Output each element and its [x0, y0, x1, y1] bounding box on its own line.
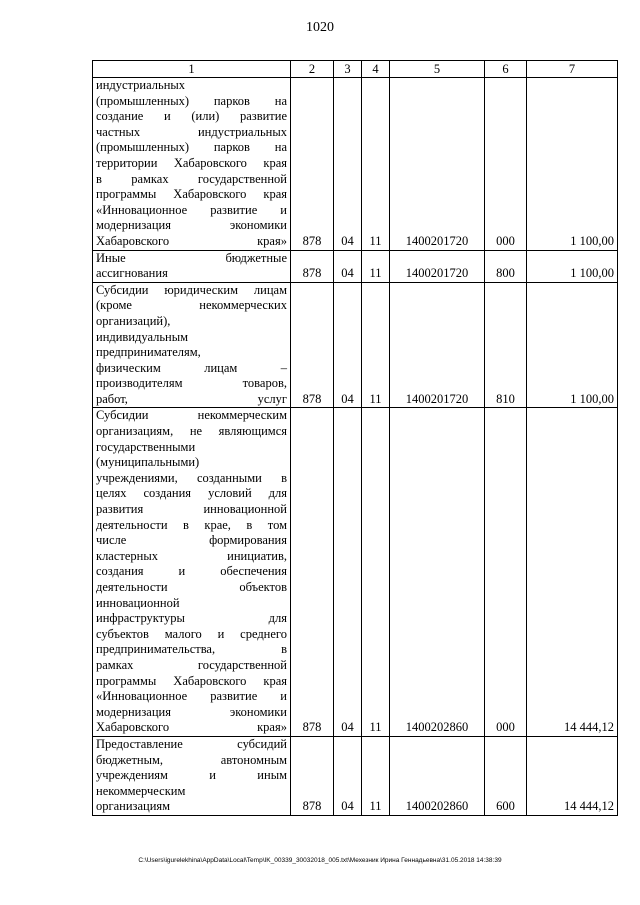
file-path-footer: C:\Users\igurelekhina\AppData\Local\Temp\IK_00339_30032018_005.txt\Мехезник Ирина Геннадьевна\31.05.2018 14:38:39 [138, 857, 502, 864]
row-code: 878 [291, 408, 334, 736]
row-code: 878 [291, 78, 334, 251]
row-name: Субсидии некоммерческим организациям, не являющимся государственными (муниципальными) учреждениями, созданными в целях создания условий для развития инновационной деятельности в крае, в том числе формирования кластерных инициатив, создания и обеспечения деятельности объектов инновационной инфраструктуры для субъектов малого и среднего предпринимательства, в рамках государственной программы Хабаровского края «Инновационное развитие и модернизация экономики Хабаровского края» [93, 408, 291, 736]
row-name: Субсидии юридическим лицам (кроме некоммерческих организаций), индивидуальным предпринимателям, физическим лицам – производителям товаров, работ, услуг [93, 282, 291, 408]
page-number: 1020 [306, 20, 334, 35]
row-amount: 1 100,00 [527, 78, 618, 251]
row-expense-type: 800 [485, 250, 527, 282]
row-expense-type: 600 [485, 736, 527, 815]
row-amount: 1 100,00 [527, 250, 618, 282]
table-row [93, 736, 618, 815]
column-header: 2 [291, 61, 334, 78]
row-amount: 14 444,12 [527, 408, 618, 736]
row-section: 04 [334, 408, 362, 736]
row-code: 878 [291, 736, 334, 815]
table-row [93, 408, 618, 736]
row-target-item: 1400201720 [390, 78, 485, 251]
row-section: 04 [334, 736, 362, 815]
table-row [93, 282, 618, 408]
column-header: 4 [362, 61, 390, 78]
row-subsection: 11 [362, 78, 390, 251]
column-header: 5 [390, 61, 485, 78]
table-header-row [93, 61, 618, 78]
row-section: 04 [334, 78, 362, 251]
row-name: Иные бюджетные ассигнования [93, 250, 291, 282]
row-subsection: 11 [362, 408, 390, 736]
row-subsection: 11 [362, 736, 390, 815]
row-name: Предоставление субсидий бюджетным, автономным учреждениям и иным некоммерческим организациям [93, 736, 291, 815]
row-code: 878 [291, 282, 334, 408]
table-row [93, 78, 618, 251]
column-header: 7 [527, 61, 618, 78]
row-subsection: 11 [362, 250, 390, 282]
row-section: 04 [334, 282, 362, 408]
budget-table [92, 60, 618, 816]
row-target-item: 1400201720 [390, 282, 485, 408]
row-target-item: 1400201720 [390, 250, 485, 282]
column-header: 6 [485, 61, 527, 78]
row-amount: 14 444,12 [527, 736, 618, 815]
column-header: 1 [93, 61, 291, 78]
column-header: 3 [334, 61, 362, 78]
row-section: 04 [334, 250, 362, 282]
row-name: индустриальных (промышленных) парков на создание и (или) развитие частных индустриальных (промышленных) парков на территории Хабаровского края в рамках государственной программы Хабаровского края «Инновационное развитие и модернизация экономики Хабаровского края» [93, 78, 291, 251]
row-expense-type: 000 [485, 408, 527, 736]
row-target-item: 1400202860 [390, 736, 485, 815]
row-subsection: 11 [362, 282, 390, 408]
row-amount: 1 100,00 [527, 282, 618, 408]
row-code: 878 [291, 250, 334, 282]
row-expense-type: 000 [485, 78, 527, 251]
row-expense-type: 810 [485, 282, 527, 408]
row-target-item: 1400202860 [390, 408, 485, 736]
table-row [93, 250, 618, 282]
